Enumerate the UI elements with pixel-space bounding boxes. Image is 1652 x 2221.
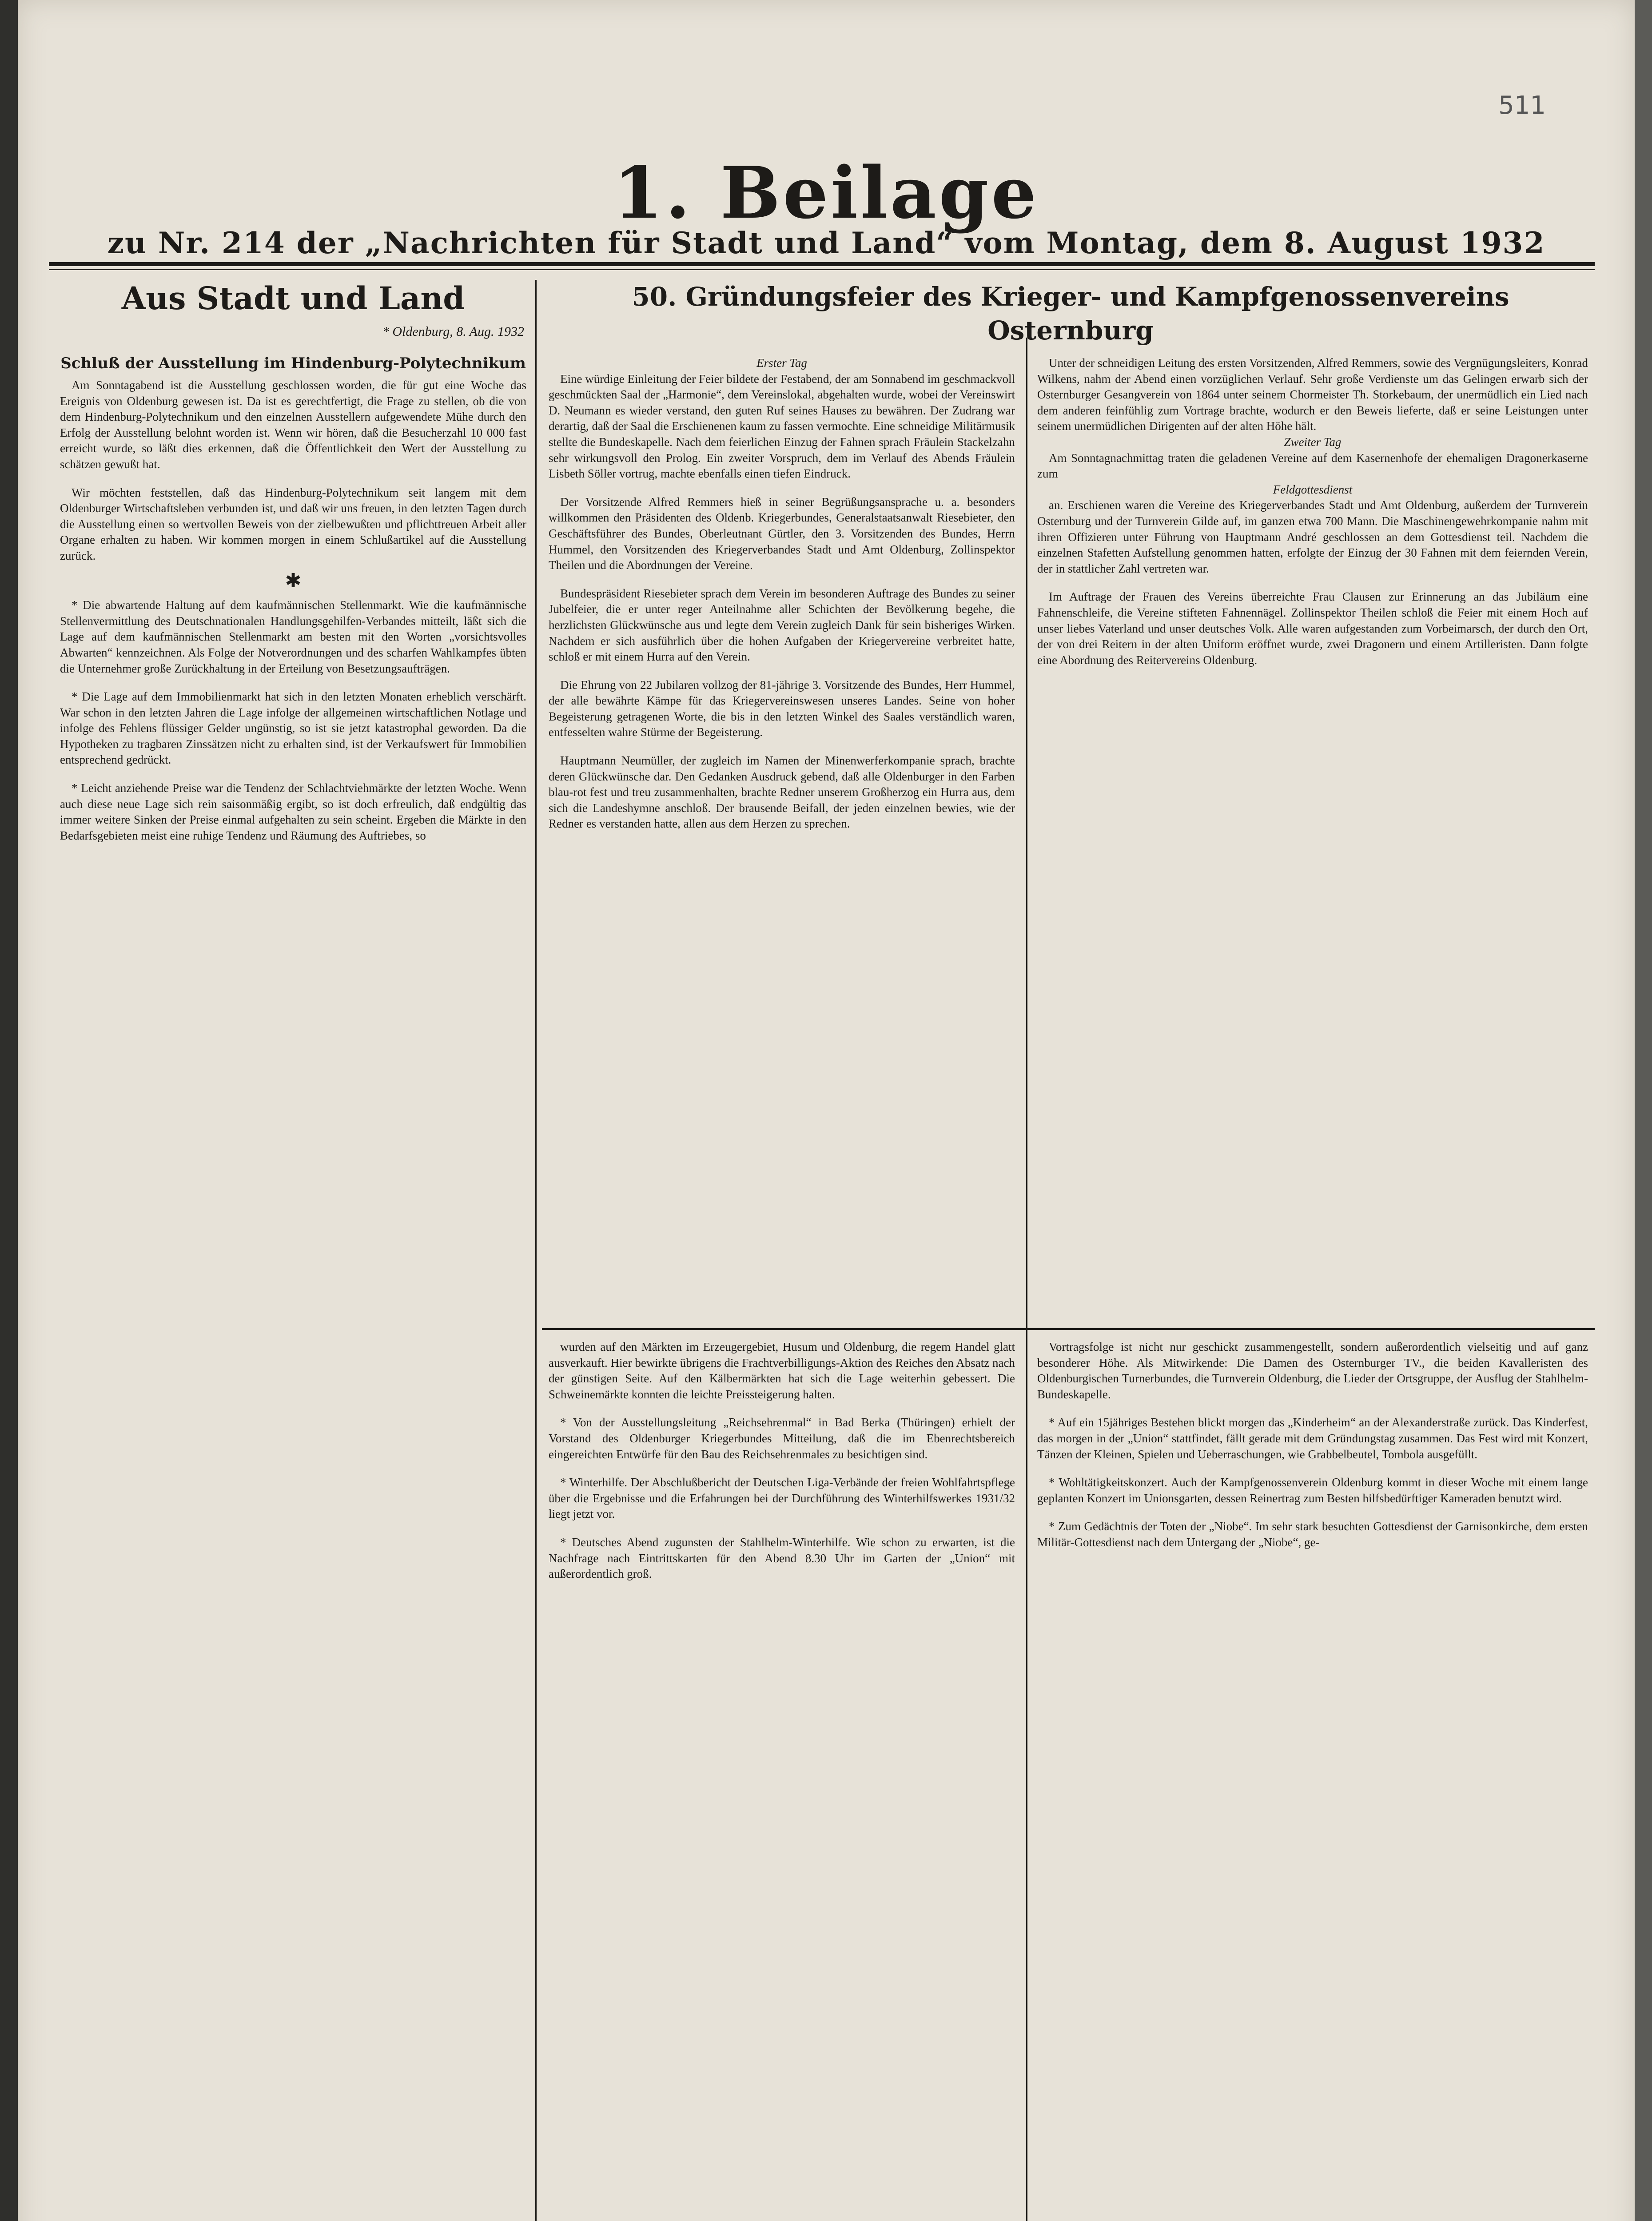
article-paragraph: * Die abwartende Haltung auf dem kaufmännischen Stellenmarkt. Wie die kaufmännische Stellenvermittlung des Deutschnationalen Handlungsgehilfen-Verbandes mitteilt, läßt sich die Lage auf dem kaufmännischen Stellenmarkt am besten mit den Worten „vorsichtsvolles Abwarten“ kennzeichnen. Als Folge der Notverordnungen und des scharfen Wahlkampfes übten die Unternehmer große Zurückhaltung in der Erteilung von Besetzungsaufträgen.	[60, 598, 526, 675]
article-paragraph: * Winterhilfe. Der Abschlußbericht der Deutschen Liga-Verbände der freien Wohlfahrtspflege über die Ergebnisse und die Erfahrungen bei der Durchführung des Winterhilfswerkes 1931/32 liegt jetzt vor.	[549, 1476, 1015, 1521]
article-paragraph: * Auf ein 15jähriges Bestehen blickt morgen das „Kinderheim“ an der Alexanderstraße zurück. Das Kinderfest, das morgen in der „Union“ stattfindet, fällt gerade mit dem Gründungstag zusammen. Das Fest wird mit Konzert, Tänzen der Kleinen, Spielen und Ueberraschungen, wie Grabbelbeutel, Tombola ausgefüllt.	[1037, 1416, 1588, 1461]
article-paragraph: Hauptmann Neumüller, der zugleich im Namen der Minenwerferkompanie sprach, brachte deren Glückwünsche dar. Den Gedanken Ausdruck gebend, daß alle Oldenburger in den Farben blau-rot fest und treu zusammenhalten, brachte Redner unserem Großherzog ein Hurra aus, dem sich die Landeshymne anschloß. Der brausende Beifall, der jeden einzelnen bewies, wie der Redner es verstanden hatte, allen aus dem Herzen zu sprechen.	[549, 754, 1015, 831]
article-paragraph: Am Sonntagabend ist die Ausstellung geschlossen worden, die für gut eine Woche das Ereignis von Oldenburg gewesen ist. Da ist es gerechtfertigt, die Frage zu stellen, ob die von dem Hindenburg-Polytechnikum und den einzelnen Ausstellern aufgewendete Mühe durch den Erfolg der Ausstellung belohnt worden ist. Wenn wir hören, daß die Besucherzahl 10 000 fast erreicht wurde, so läßt dies erkennen, daß die Öffentlichkeit den Wert der Ausstellung zu schätzen gewußt hat.	[60, 378, 526, 471]
supplement-title: 1. Beilage	[613, 151, 1039, 235]
separator-star-icon: ✱	[285, 569, 302, 592]
main-article-bottom-rule	[542, 1328, 1595, 1330]
header-rule-thick	[49, 262, 1595, 266]
day1-label: Erster Tag	[756, 356, 807, 370]
article-paragraph: * Leicht anziehende Preise war die Tendenz der Schlachtviehmärkte der letzten Woche. Wenn auch diese neue Lage sich rein saisonmäßig ergibt, so ist doch erfreulich, daß endgültig das immer weitere Sinken der Preise einmal aufgehalten zu sein scheint. Ergeben die Märkte in den Bedarfsgebieten meist eine ruhige Tendenz und Räumung des Auftriebes, so	[60, 781, 526, 842]
left-column-text	[60, 346, 526, 2221]
main-article-column-2	[1037, 355, 1588, 1319]
article-paragraph: Bundespräsident Riesebieter sprach dem Verein im besonderen Auftrage des Bundes zu seiner Jubelfeier, die er unter reger Anteilnahme aller Schichten der Bevölkerung begehe, die herzlichsten Glückwünsche aus und legte dem Verein zugleich Dank für sein bisheriges Wirken. Nachdem er sich ausführlich über die hohen Aufgaben der Kriegervereine verbreitet hatte, schloß er mit einem Hurra auf den Verein.	[549, 586, 1015, 664]
bottom-column-2	[1037, 1339, 1588, 2221]
article-title-ausstellung: Schluß der Ausstellung im Hindenburg-Polytechnikum	[60, 354, 526, 372]
article-paragraph: Im Auftrage der Frauen des Vereins überreichte Frau Clausen zur Erinnerung an das Jubiläum eine Fahnenschleife, die Vereine stifteten Fahnennägel. Zollinspektor Theilen schloß die Feier mit einem Hoch auf unser liebes Vaterland und unser deutsches Volk. Alle waren aufgestanden zum Vorbeimarsch, der durch den Ort, der von drei Reitern in der alten Uniform eröffnet wurde, zwei Dragonern und einem Artilleristen. Dann folgte eine Abordnung des Reitervereins Oldenburg.	[1037, 590, 1588, 667]
article-paragraph: Am Sonntagnachmittag traten die geladenen Vereine auf dem Kasernenhofe der ehemaligen Dragonerkaserne zum	[1037, 451, 1588, 481]
article-paragraph: * Die Lage auf dem Immobilienmarkt hat sich in den letzten Monaten erheblich verschärft. War schon in den letzten Jahren die Lage infolge der allgemeinen wirtschaftlichen Notlage und infolge des Fehlens flüssiger Gelder ungünstig, so ist sie jetzt katastrophal geworden. Da die Hypotheken zu tragbaren Zinssätzen nicht zu erhalten sind, ist der Verkaufswert für Immobilien entsprechend gedrückt.	[60, 690, 526, 767]
article-paragraph: Der Vorsitzende Alfred Remmers hieß in seiner Begrüßungsansprache u. a. besonders willkommen den Präsidenten des Oldenb. Kriegerbundes, Generalstaatsanwalt Riesebieter, den Geschäftsführer des Bundes, Oberleutnant Gürtler, den 3. Vorsitzenden des Bundes, Herrn Hummel, den Vorsitzenden des Kriegerverbandes Stadt und Amt Oldenburg, Zollinspektor Theilen und die Abordnungen der Vereine.	[549, 495, 1015, 572]
bottom-column-1	[549, 1339, 1015, 2221]
article-paragraph: wurden auf den Märkten im Erzeugergebiet, Husum und Oldenburg, die regem Handel glatt ausverkauft. Hier bewirkte übrigens die Frachtverbilligungs-Aktion des Reiches den Absatz nach der günstigen Seite. Auf den Kälbermärkten hat sich die Lage weiterhin gebessert. Die Schweinemärkte konnten die leichte Preissteigerung halten.	[549, 1340, 1015, 1401]
day2-label: Zweiter Tag	[1284, 435, 1342, 449]
dateline: * Oldenburg, 8. Aug. 1932	[382, 324, 524, 339]
newspaper-page	[18, 0, 1635, 2221]
article-paragraph: * Zum Gedächtnis der Toten der „Niobe“. Im sehr stark besuchten Gottesdienst der Garnisonkirche, dem ersten Militär-Gottesdienst nach dem Untergang der „Niobe“, ge-	[1037, 1520, 1588, 1549]
section-title-aus-stadt-und-land: Aus Stadt und Land	[121, 280, 465, 317]
article-paragraph: * Deutsches Abend zugunsten der Stahlhelm-Winterhilfe. Wie schon zu erwarten, ist die Nachfrage nach Eintrittskarten für den Abend 8.30 Uhr im Garten der „Union“ mit außerordentlich groß.	[549, 1535, 1015, 1581]
article-paragraph: * Wohltätigkeitskonzert. Auch der Kampfgenossenverein Oldenburg kommt in dieser Woche mit einem lange geplanten Konzert im Unionsgarten, dessen Reinertrag zum Besten hilfsbedürftiger Kameraden benutzt wird.	[1037, 1476, 1588, 1505]
main-article-title: 50. Gründungsfeier des Krieger- und Kampfgenossenvereins Osternburg	[632, 282, 1509, 346]
supplement-subtitle: zu Nr. 214 der „Nachrichten für Stadt und Land“ vom Montag, dem 8. August 1932	[107, 226, 1545, 260]
article-paragraph: Vortragsfolge ist nicht nur geschickt zusammengestellt, sondern außerordentlich vielseitig und auf ganz besonderer Höhe. Als Mitwirkende: Die Damen des Osternburger TV., die beiden Kavalleristen des Oldenburgischen Turnerbundes, die Turnverein Oldenburg, die Lieder der Ortsgruppe, der Ausflug der Stahlhelm-Bundeskapelle.	[1037, 1340, 1588, 1401]
article-paragraph: Unter der schneidigen Leitung des ersten Vorsitzenden, Alfred Remmers, sowie des Vergnügungsleiters, Konrad Wilkens, nahm der Abend einen vorzüglichen Verlauf. Sehr große Verdienste um das Gelingen erwarb sich der Osternburger Gesangverein von 1864 unter seinem Chormeister Th. Storkebaum, der unermüdlich ein Lied nach dem anderen feinfühlig zum Vortrage brachte, wodurch er den Beweis lieferte, daß er seine Leistungen unter seinem unermüdlichen Dirigenten auf der alten Höhe hält.	[1037, 356, 1588, 433]
header-rule-thin	[49, 269, 1595, 270]
article-paragraph: Eine würdige Einleitung der Feier bildete der Festabend, der am Sonnabend im geschmackvoll geschmückten Saal der „Harmonie“, dem Vereinslokal, abgehalten wurde, wobei der Vereinswirt D. Neumann es wieder verstand, den guten Ruf seines Hauses zu bewähren. Der Zudrang war derartig, daß der Saal die Erschienenen kaum zu fassen vermochte. Eine schneidige Militärmusik stellte die Bundeskapelle. Nach dem feierlichen Einzug der Fahnen sprach Fräulein Stackelzahn sehr wirkungsvoll den Prolog. Ein zweiter Vorspruch, dem im Verlauf des Abends Fräulein Lisbeth Söller vortrug, machte ebenfalls einen tiefen Eindruck.	[549, 372, 1015, 481]
article-paragraph: an. Erschienen waren die Vereine des Kriegerverbandes Stadt und Amt Oldenburg, außerdem der Turnverein Osternburg und der Turnverein Gilde auf, im ganzen etwa 700 Mann. Die Maschinengewehrkompanie nahm mit ihren Offizieren unter Führung von Hauptmann André geschlossen an dem Gottesdienst teil. Nachdem die einzelnen Stafetten Aufstellung genommen hatten, erfolgte der Einzug der 30 Fahnen mit dem feiernden Verein, der in stattlicher Zahl vertreten war.	[1037, 498, 1588, 575]
article-paragraph: * Von der Ausstellungsleitung „Reichsehrenmal“ in Bad Berka (Thüringen) erhielt der Vorstand des Oldenburger Kriegerbundes Mitteilung, daß die im Ebenrechtsbereich eingereichten Entwürfe für den Bau des Reichsehrenmales zu besichtigen sind.	[549, 1416, 1015, 1461]
article-paragraph: Wir möchten feststellen, daß das Hindenburg-Polytechnikum seit langem mit dem Oldenburger Wirtschaftsleben verbunden ist, und daß wir uns freuen, in den letzten Tagen durch die Ausstellung einen so wertvollen Beweis von der zielbewußten und pflichttreuen Arbeit aller Organe erhalten zu haben. Wir kommen morgen in einem Schlußartikel auf die Ausstellung zurück.	[60, 486, 526, 562]
article-paragraph: Die Ehrung von 22 Jubilaren vollzog der 81-jährige 3. Vorsitzende des Bundes, Herr Hummel, der alle bewährte Kämpe für das Kriegervereinswesen unseres Landes. Seine von hoher Begeisterung getragenen Worte, die bis in den letzten Winkel des Saales verständlich waren, entfesselten wahre Stürme der Begeisterung.	[549, 678, 1015, 739]
column-divider-middle	[1026, 338, 1027, 2221]
field-service-label: Feldgottesdienst	[1273, 482, 1353, 496]
main-article-column-1	[549, 355, 1015, 1319]
page-number: 511	[1498, 91, 1546, 120]
column-divider-left	[535, 280, 537, 2221]
scan-edge	[0, 0, 18, 2221]
